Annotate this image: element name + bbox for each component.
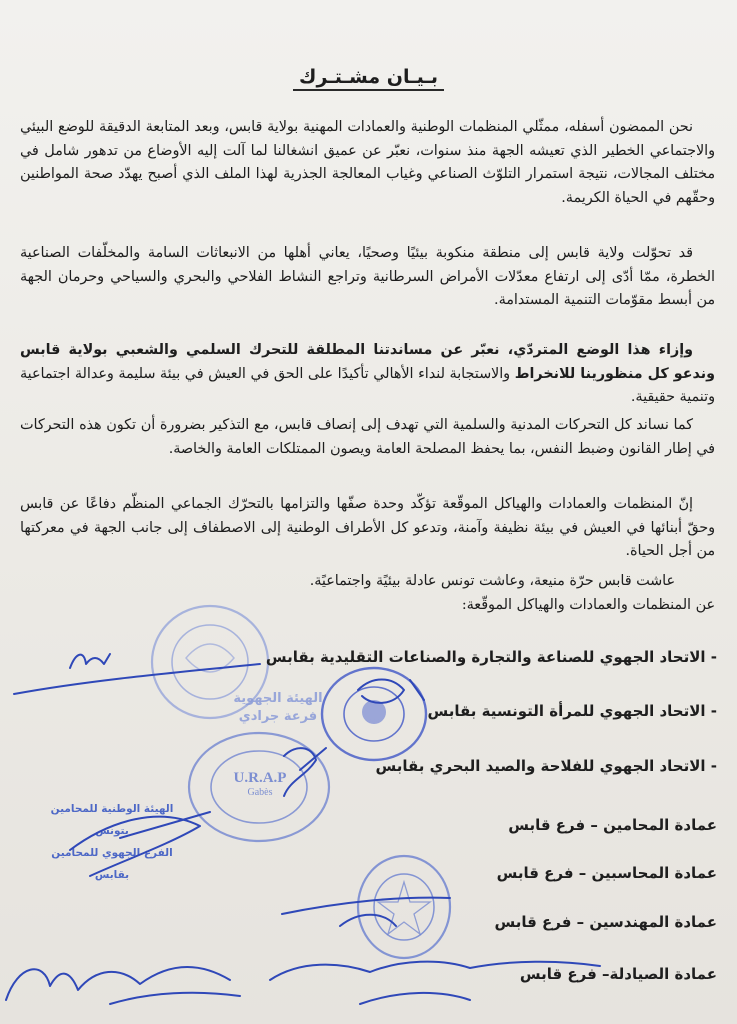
signatory-accountants: عمادة المحاسبين – فرع قابس: [496, 864, 717, 882]
signature-lawyers: [70, 812, 210, 876]
signatories-heading: عن المنظمات والعمادات والهياكل الموقّعة:: [461, 597, 715, 613]
signature-engineers: [282, 898, 450, 926]
closing-slogan: عاشت قابس حرّة منيعة، وعاشت تونس عادلة بيئيًة واجتماعيًة.: [309, 573, 675, 589]
signatory-industry-union: - الاتحاد الجهوي للصناعة والتجارة والصناعات التقليدية بقابس: [265, 648, 717, 666]
signatory-engineers: عمادة المهندسين – فرع قابس: [494, 913, 717, 931]
lawyers-stamp: الهيئة الوطنية للمحامين بتونس الفرع الجهوي للمحامين بقابس: [50, 803, 174, 881]
paragraph-intro: نحن الممضون أسفله، ممثّلي المنظمات الوطنية والعمادات المهنية بولاية قابس، وبعد المتابعة الدقيقة للوضع البيئي والاجتماعي الخطير الذي تعيشه الجهة منذ سنوات، نعبّر عن عميق انشغالنا لما آلت إليه الأوضاع من تدهور شامل في مختلف المجالات، نتيجة استمرار التلوّث الصناعي وغياب المعالجة الجذرية لهذا الملف الذي أصبح يهدّد صحة المواطنين وحقّهم في الحياة الكريمة.: [20, 119, 715, 206]
urap-stamp-label: U.R.A.P Gabès: [233, 770, 287, 798]
signature-women-union: [358, 680, 424, 703]
signature-scrawl-bottom: [270, 962, 600, 1004]
support-rest-text: والاستجابة لنداء الأهالي تأكيدًا على الحق في العيش في بيئة سليمة وعدالة اجتماعية وتنمية حقيقية.: [20, 365, 715, 406]
signature-industry-union: [14, 654, 260, 694]
statement-title: بـيـان مشـتـرك: [0, 66, 737, 88]
signatory-agriculture-union: - الاتحاد الجهوي للفلاحة والصيد البحري بقابس: [375, 757, 717, 775]
signatory-pharmacists: عمادة الصيادلة– فرع قابس: [519, 965, 717, 983]
signature-pharmacists: [6, 967, 240, 1004]
signatory-lawyers-bar: عمادة المحامين – فرع قابس: [508, 816, 717, 834]
support-bold-text: وإزاء هذا الوضع المتردّي، نعبّر عن مساندتنا المطلقة للتحرك السلمي والشعبي بولاية قابس وندعو كل منظورينا للانخراط: [20, 342, 715, 382]
paragraph-situation: قد تحوّلت ولاية قابس إلى منطقة منكوبة بيئيًا وصحيًا، يعاني أهلها من الانبعاثات السامة والمخلّفات الصناعية الخطرة، ممّا أدّى إلى ارتفاع معدّلات الأمراض السرطانية وتراجع النشاط الفلاحي والبحري والسياحي وحرمان الجهة من أبسط مقوّمات التنمية المستدامة.: [20, 245, 715, 309]
paragraph-civil-movements: كما نساند كل التحركات المدنية والسلمية التي تهدف إلى إنصاف قابس، مع التذكير بضرورة أن تكون هذه التحركات في إطار القانون وضبط النفس، بما يحفظ المصلحة العامة ويصون الممتلكات العامة والخاصة.: [20, 417, 715, 457]
signatory-women-union: - الاتحاد الجهوي للمرأة التونسية بقابس: [427, 702, 717, 720]
women-union-stamp-label: الهيئة الجهوية فرعة جرادي: [233, 691, 323, 724]
signature-urap: [284, 748, 326, 796]
paragraph-unity: إنّ المنظمات والعمادات والهياكل الموقّعة تؤكّد وحدة صفّها والتزامها بالتحرّك الجماعي المنظّم دفاعًا عن قابس وحقّ أبنائها في العيش في بيئة نظيفة وآمنة، وتدعو كل الأطراف الوطنية إلى الاصطفاف إلى جانب الجهة في معركتها من أجل الحياة.: [20, 496, 715, 560]
